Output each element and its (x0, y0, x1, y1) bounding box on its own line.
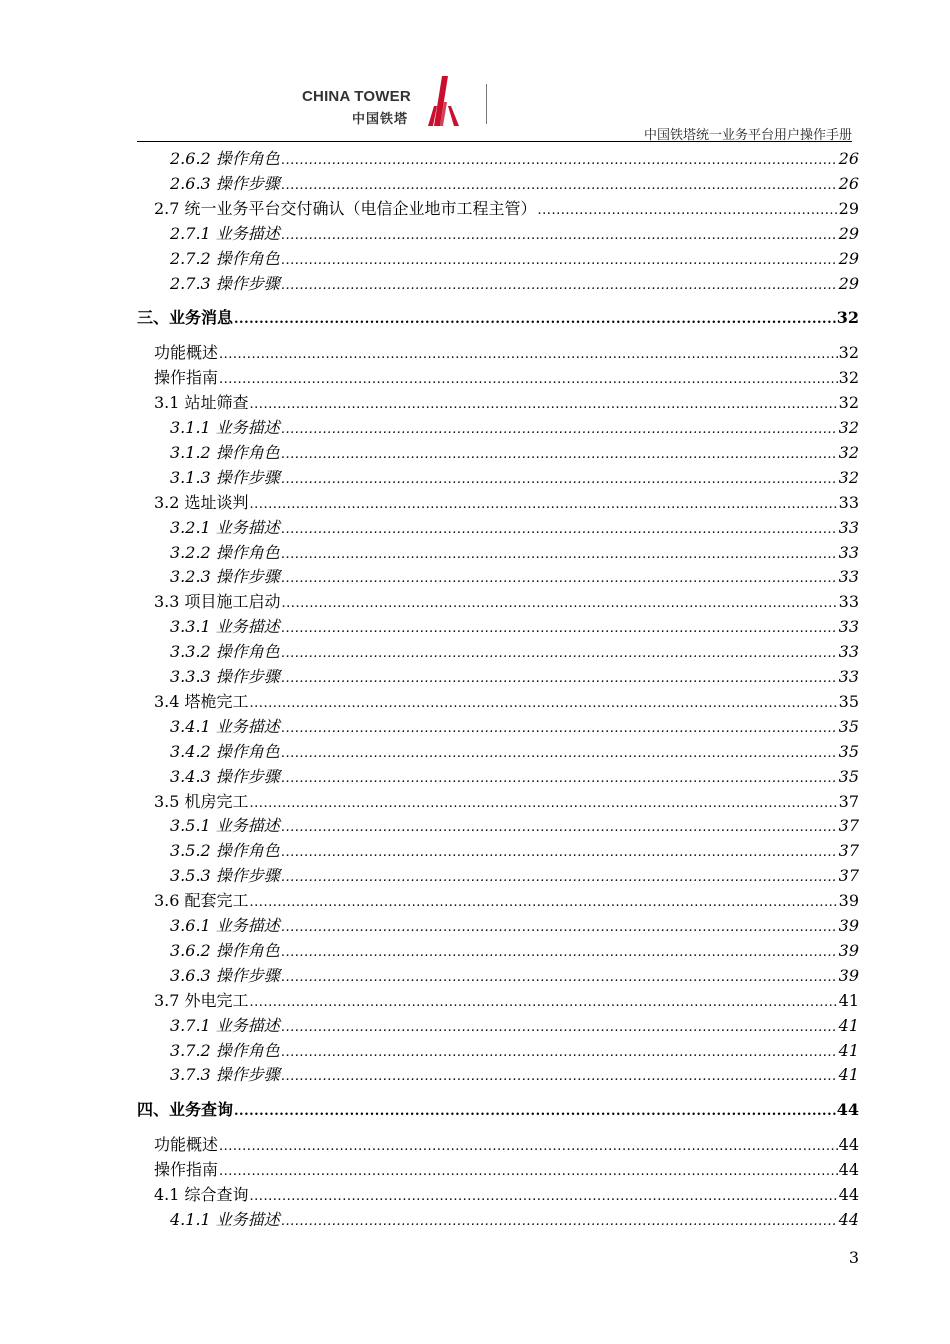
toc-entry-label: 3.5.3 操作步骤 (170, 866, 280, 886)
toc-entry-page: 32 (838, 343, 859, 363)
toc-leader-dots (281, 641, 838, 665)
toc-entry-label: 3.7.2 操作角色 (170, 1040, 280, 1060)
toc-entry-page: 32 (838, 368, 859, 388)
toc-entry-label: 三、业务消息 (137, 308, 234, 328)
toc-entry-label: 3.1.3 操作步骤 (170, 467, 280, 487)
toc-entry-page: 32 (838, 467, 859, 487)
toc-entry[interactable] (170, 542, 859, 564)
document-title: 中国铁塔统一业务平台用户操作手册 (643, 128, 852, 143)
toc-entry[interactable] (137, 307, 859, 329)
toc-entry-label: 3.3.2 操作角色 (170, 642, 280, 662)
toc-leader-dots (281, 1064, 838, 1088)
toc-entry-page: 33 (838, 617, 859, 637)
toc-leader-dots (281, 273, 838, 297)
toc-entry-label: 操作指南 (154, 368, 219, 388)
toc-entry-label: 2.7.3 操作步骤 (170, 273, 280, 293)
toc-entry-page: 41 (838, 1015, 859, 1035)
toc-entry[interactable] (154, 591, 859, 613)
toc-entry-label: 2.7.1 业务描述 (170, 223, 280, 243)
toc-entry-label: 3.1.1 业务描述 (170, 418, 280, 437)
toc-leader-dots (281, 248, 838, 272)
toc-entry-page: 29 (838, 198, 859, 218)
toc-entry[interactable] (170, 517, 859, 539)
toc-entry[interactable] (170, 566, 859, 588)
toc-entry-label: 3.6 配套完工 (154, 891, 249, 911)
toc-leader-dots (219, 1159, 838, 1183)
toc-entry-label: 3.7 外电完工 (154, 990, 249, 1010)
toc-leader-dots (281, 766, 838, 790)
toc-entry-page: 33 (838, 542, 859, 562)
toc-entry-label: 3.4.3 操作步骤 (170, 766, 280, 786)
toc-leader-dots (250, 691, 838, 715)
toc-leader-dots (250, 791, 838, 815)
toc-entry-page: 33 (838, 517, 859, 537)
toc-entry-page: 33 (838, 667, 859, 686)
toc-entry-label: 3.6.2 操作角色 (170, 940, 280, 960)
toc-entry[interactable] (154, 791, 859, 813)
toc-leader-dots (281, 965, 838, 989)
toc-entry-page: 33 (838, 492, 859, 512)
toc-entry-label: 操作指南 (154, 1160, 219, 1180)
toc-entry[interactable] (170, 1015, 859, 1037)
toc-leader-dots (219, 367, 838, 391)
toc-entry[interactable] (154, 1134, 859, 1156)
toc-leader-dots (219, 1134, 838, 1158)
toc-entry-page: 29 (838, 223, 859, 243)
toc-entry-label: 2.6.3 操作步骤 (170, 173, 280, 193)
toc-leader-dots (281, 940, 838, 964)
toc-entry[interactable] (154, 990, 859, 1012)
toc-leader-dots (281, 542, 838, 566)
toc-entry-label: 功能概述 (154, 1135, 219, 1155)
toc-entry[interactable] (170, 741, 859, 763)
toc-entry-page: 29 (838, 248, 859, 268)
toc-leader-dots (281, 666, 838, 690)
toc-entry[interactable] (170, 273, 859, 295)
toc-entry[interactable] (170, 940, 859, 962)
toc-entry-label: 3.3 项目施工启动 (154, 592, 281, 612)
toc-leader-dots (234, 1099, 836, 1123)
toc-entry[interactable] (154, 1184, 859, 1206)
logo-separator (486, 84, 487, 124)
toc-leader-dots (281, 716, 838, 740)
toc-entry-label: 3.5.2 操作角色 (170, 841, 280, 861)
toc-entry-page: 35 (838, 741, 859, 761)
toc-entry-page: 37 (838, 866, 859, 886)
toc-entry-page: 32 (838, 418, 859, 437)
toc-entry-page: 35 (838, 691, 859, 711)
toc-entry-label: 3.3.3 操作步骤 (170, 667, 280, 686)
toc-entry-label: 功能概述 (154, 343, 219, 363)
toc-entry[interactable] (154, 342, 859, 364)
toc-leader-dots (281, 865, 838, 889)
toc-entry-page: 35 (838, 716, 859, 736)
toc-leader-dots (281, 467, 838, 491)
toc-leader-dots (281, 148, 838, 172)
toc-entry-page: 44 (836, 1100, 859, 1120)
toc-leader-dots (281, 741, 838, 765)
toc-leader-dots (250, 492, 838, 516)
toc-entry-page: 33 (838, 592, 859, 612)
toc-entry[interactable] (170, 766, 859, 788)
toc-entry[interactable] (170, 815, 859, 837)
toc-entry[interactable] (170, 666, 859, 688)
toc-entry-label: 3.4 塔桅完工 (154, 691, 249, 711)
toc-entry-page: 39 (838, 916, 859, 935)
toc-entry-label: 3.3.1 业务描述 (170, 617, 280, 637)
toc-entry[interactable] (170, 223, 859, 245)
toc-entry[interactable] (170, 1064, 859, 1086)
toc-entry-label: 3.1 站址筛查 (154, 393, 249, 413)
toc-entry-label: 2.7 统一业务平台交付确认（电信企业地市工程主管） (154, 198, 537, 218)
toc-entry[interactable] (170, 467, 859, 489)
toc-entry-page: 35 (838, 766, 859, 786)
toc-entry[interactable] (170, 616, 859, 638)
toc-leader-dots (281, 616, 838, 640)
toc-entry-page: 41 (838, 990, 859, 1010)
toc-leader-dots (281, 1040, 838, 1064)
toc-entry[interactable] (170, 641, 859, 663)
toc-entry[interactable] (170, 417, 859, 439)
toc-entry-page: 37 (838, 841, 859, 861)
toc-entry-page: 33 (838, 567, 859, 587)
toc-entry-label: 3.5 机房完工 (154, 791, 249, 811)
toc-entry-label: 3.2.3 操作步骤 (170, 567, 280, 587)
logo-english-text: CHINA TOWER (302, 88, 411, 105)
toc-entry-page: 32 (838, 393, 859, 413)
toc-entry-label: 2.7.2 操作角色 (170, 248, 280, 268)
toc-entry[interactable] (170, 865, 859, 887)
toc-leader-dots (281, 840, 838, 864)
toc-entry-label: 3.5.1 业务描述 (170, 816, 280, 836)
toc-entry[interactable] (170, 148, 859, 170)
toc-entry-page: 44 (838, 1135, 859, 1155)
toc-entry[interactable] (170, 716, 859, 738)
toc-entry[interactable] (170, 915, 859, 937)
toc-entry-page: 26 (838, 173, 859, 193)
toc-entry-label: 四、业务查询 (137, 1100, 234, 1120)
toc-entry[interactable] (170, 248, 859, 270)
toc-leader-dots (250, 890, 838, 914)
toc-entry[interactable] (170, 840, 859, 862)
toc-entry-page: 29 (838, 273, 859, 293)
tower-mark-icon (426, 76, 462, 126)
toc-entry[interactable] (154, 492, 859, 514)
toc-entry-label: 3.7.1 业务描述 (170, 1015, 280, 1035)
toc-leader-dots (250, 990, 838, 1014)
header-rule (137, 141, 852, 142)
toc-entry-page: 44 (838, 1160, 859, 1180)
toc-leader-dots (281, 173, 838, 197)
toc-leader-dots (234, 307, 836, 331)
toc-entry-page: 32 (836, 308, 859, 328)
toc-entry-page: 44 (838, 1185, 859, 1204)
toc-entry[interactable] (154, 367, 859, 389)
toc-entry-page: 37 (838, 816, 859, 836)
toc-entry-page: 37 (838, 791, 859, 811)
toc-entry-page: 26 (838, 149, 859, 168)
toc-entry-label: 3.4.2 操作角色 (170, 741, 280, 761)
toc-entry-label: 3.2 选址谈判 (154, 492, 249, 512)
toc-entry-page: 33 (838, 642, 859, 662)
toc-leader-dots (281, 223, 838, 247)
toc-leader-dots (281, 815, 838, 839)
toc-entry-label: 3.6.1 业务描述 (170, 916, 280, 935)
toc-leader-dots (281, 417, 838, 441)
page-number: 3 (848, 1248, 859, 1267)
toc-entry-page: 32 (838, 442, 859, 462)
toc-leader-dots (219, 342, 838, 366)
toc-leader-dots (538, 198, 838, 222)
toc-leader-dots (282, 591, 838, 615)
toc-entry[interactable] (170, 442, 859, 464)
toc-entry[interactable] (137, 1099, 859, 1121)
toc-entry-page: 39 (838, 965, 859, 985)
toc-entry[interactable] (170, 173, 859, 195)
toc-leader-dots (281, 1209, 838, 1233)
toc-leader-dots (281, 517, 838, 541)
toc-entry[interactable] (154, 691, 859, 713)
toc-leader-dots (281, 915, 838, 939)
toc-entry[interactable] (170, 965, 859, 987)
china-tower-logo (300, 76, 500, 128)
toc-leader-dots (281, 442, 838, 466)
toc-entry-label: 4.1.1 业务描述 (170, 1209, 280, 1229)
toc-entry[interactable] (170, 1040, 859, 1062)
toc-entry[interactable] (154, 1159, 859, 1181)
toc-entry-label: 3.2.1 业务描述 (170, 517, 280, 537)
toc-entry-label: 3.4.1 业务描述 (170, 716, 280, 736)
toc-entry-page: 39 (838, 940, 859, 960)
toc-entry-label: 3.1.2 操作角色 (170, 442, 280, 462)
toc-entry[interactable] (170, 1209, 859, 1231)
toc-leader-dots (250, 1184, 838, 1208)
toc-entry-label: 4.1 综合查询 (154, 1185, 249, 1204)
toc-entry-page: 39 (838, 891, 859, 911)
toc-entry[interactable] (154, 198, 859, 220)
toc-entry-label: 3.6.3 操作步骤 (170, 965, 280, 985)
toc-leader-dots (281, 1015, 838, 1039)
toc-entry-page: 41 (838, 1065, 859, 1085)
toc-leader-dots (250, 392, 838, 416)
toc-entry-label: 2.6.2 操作角色 (170, 149, 280, 168)
logo-chinese-text: 中国铁塔 (352, 112, 409, 127)
toc-entry-label: 3.2.2 操作角色 (170, 542, 280, 562)
toc-entry[interactable] (154, 890, 859, 912)
toc-entry[interactable] (154, 392, 859, 414)
toc-entry-page: 44 (838, 1209, 859, 1229)
toc-entry-label: 3.7.3 操作步骤 (170, 1065, 280, 1085)
toc-leader-dots (281, 566, 838, 590)
toc-entry-page: 41 (838, 1040, 859, 1060)
